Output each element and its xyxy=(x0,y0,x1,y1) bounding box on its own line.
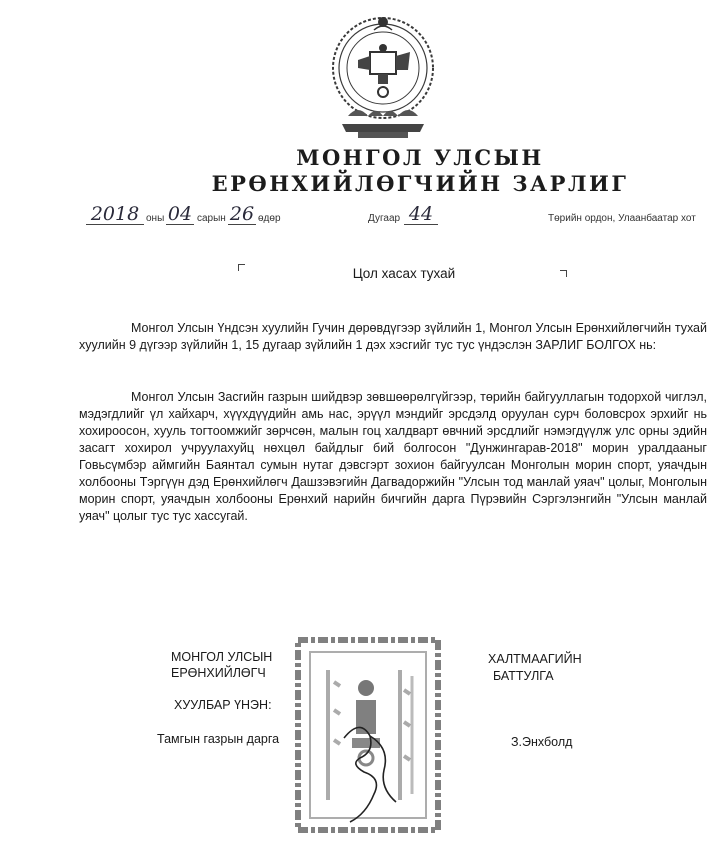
number-label: Дугаар xyxy=(368,213,401,224)
president-name-line-2: БАТТУЛГА xyxy=(493,669,554,683)
decree-number: 44 xyxy=(404,204,438,225)
issue-place: Төрийн ордон, Улаанбаатар хот xyxy=(548,213,696,224)
president-title-line-2: ЕРӨНХИЙЛӨГЧ xyxy=(171,666,266,680)
state-emblem-icon xyxy=(328,8,438,146)
header-line-1: МОНГОЛ УЛСЫН xyxy=(296,145,544,170)
chief-of-staff-title: Тамгын газрын дарга xyxy=(157,732,280,746)
chief-of-staff-name: З.Энхболд xyxy=(511,735,573,749)
body-paragraph-1: Монгол Улсын Үндсэн хуулийн Гучин дөрөвдүгээр зүйлийн 1, Монгол Улсын Ерөнхийлөгчийн тухай хуулийн 9 дүгээр зүйлийн 1, 15 дугаар зүйлийн 1 дэх хэсгийг тус тус үндэслэн ЗАРЛИГ БОЛГОХ нь: xyxy=(79,321,707,352)
date-line xyxy=(86,204,706,234)
certified-copy-label: ХУУЛБАР ҮНЭН: xyxy=(174,698,272,712)
year-suffix: оны xyxy=(146,213,165,224)
decree-subject: Цол хасах тухай xyxy=(352,266,456,281)
decree-year: 2018 xyxy=(86,204,144,225)
decree-day: 26 xyxy=(229,203,255,225)
subject-corner-right xyxy=(560,270,567,277)
month-suffix: сарын xyxy=(197,213,226,224)
body-paragraph-2: Монгол Улсын Засгийн газрын шийдвэр зөвшөөрөлгүйгээр, төрийн байгууллагын тодорхой чиглэл, мэдэгдлийг үл хайхарч, хүүхдүүдийн амь нас, эрүүл мэндийг эрсдэлд оруулан сурч боловсрох эрхийг нь хохироосон, хууль тогтоомжийг зөрчсөн, малын гоц халдварт өвчний эрсдлийг нэмэгдүүлж улс орны эдийн засагт хохирол учруулахуйц нөхцөл байдлыг бий болгосон "Дунжингарав-2018" морин уралдааныг Говьсүмбэр аймгийн Баянтал сумын нутаг дэвсгэрт зохион байгуулсан Монголын морин спорт, уяачдын холбооны Тэргүүн дэд Ерөнхийлөгч Дашзэвэгийн Дагвадоржийн "Улсын тод манлай уяач" цолыг, Монголын морин спорт, уяачдын холбооны Ерөнхий нарийн бичгийн дарга Пүрэвийн Сэргэлэнгийн "Улсын манлай уяач" цолыг тус тус хассугай. xyxy=(79,390,707,523)
president-name-line-1: ХАЛТМААГИЙН xyxy=(488,652,582,666)
day-suffix: өдөр xyxy=(258,213,281,224)
decree-month: 04 xyxy=(167,203,193,225)
handwritten-signature-icon xyxy=(330,718,410,828)
header-line-2: ЕРӨНХИЙЛӨГЧИЙН ЗАРЛИГ xyxy=(211,171,629,196)
president-title-line-1: МОНГОЛ УЛСЫН xyxy=(171,650,273,664)
